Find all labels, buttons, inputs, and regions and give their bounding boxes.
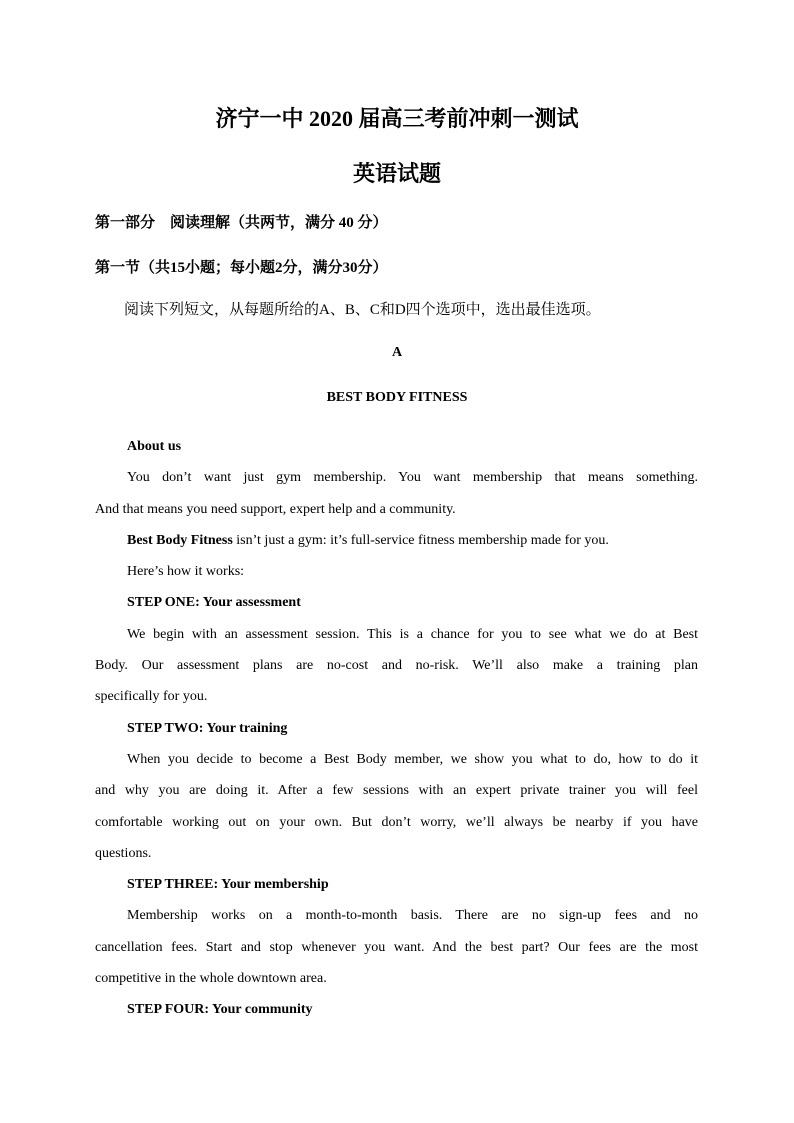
instruction-text: 阅读下列短文，从每题所给的A、B、C和D四个选项中，选出最佳选项。: [124, 302, 601, 318]
step1-line-3: specifically for you.: [95, 689, 208, 705]
step2-line-1: When you decide to become a Best Body member, we show you what to do, how to do it: [127, 751, 698, 767]
passage-label: A: [391, 345, 403, 360]
section-heading: 第一节（共15小题；每小题2分，满分30分）: [95, 260, 388, 276]
step3-heading: STEP THREE: Your membership: [127, 877, 329, 893]
about-line-2: And that means you need support, expert help and a community.: [95, 501, 456, 517]
how-line: Here’s how it works:: [127, 564, 245, 580]
step3-line-1: Membership works on a month-to-month basis. There are no sign-up fees and no: [127, 908, 698, 924]
document-subtitle: 英语试题: [352, 161, 441, 186]
bbf-text: isn’t just a gym: it’s full-service fitness membership made for you.: [232, 532, 609, 548]
step1-heading: STEP ONE: Your assessment: [127, 595, 301, 611]
step2-line-4: questions.: [95, 845, 152, 861]
passage-title: BEST BODY FITNESS: [326, 390, 468, 405]
about-heading: About us: [127, 439, 182, 454]
step2-line-3: comfortable working out on your own. But don’t worry, we’ll always be nearby if you have: [95, 814, 698, 830]
step2-line-2: and why you are doing it. After a few sessions with an expert private trainer you will feel: [95, 783, 698, 799]
step3-line-2: cancellation fees. Start and stop whenever you want. And the best part? Our fees are the most: [95, 939, 698, 955]
step2-heading: STEP TWO: Your training: [127, 720, 288, 736]
bbf-name: Best Body Fitness: [127, 532, 233, 548]
step4-heading: STEP FOUR: Your community: [127, 1002, 313, 1018]
passage-body: [95, 431, 698, 1026]
document-title: 济宁一中 2020 届高三考前冲刺一测试: [215, 106, 579, 131]
bbf-line: [95, 525, 698, 556]
step1-line-2: Body. Our assessment plans are no-cost and no-risk. We’ll also make a training plan: [95, 658, 698, 674]
part-heading: 第一部分 阅读理解（共两节，满分 40 分）: [95, 215, 388, 231]
step3-line-3: competitive in the whole downtown area.: [95, 971, 327, 987]
about-line-1: You don’t want just gym membership. You want membership that means something.: [127, 470, 698, 486]
step1-line-1: We begin with an assessment session. This is a chance for you to see what we do at Best: [127, 626, 698, 642]
